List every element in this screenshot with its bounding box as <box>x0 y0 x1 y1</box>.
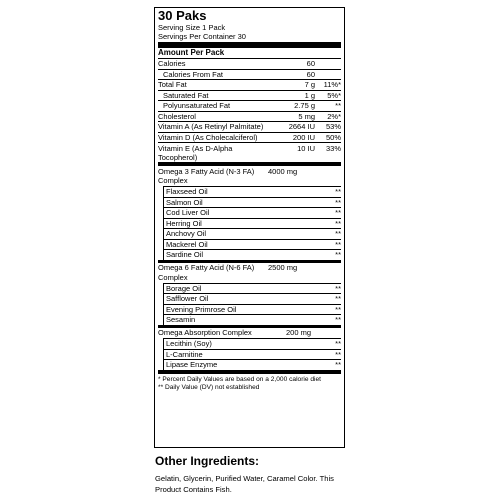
blend-name: Omega Absorption Complex <box>158 328 252 337</box>
blend-section <box>158 166 341 261</box>
blend-amount: 200 mg <box>286 328 312 337</box>
nutrient-name: Calories <box>158 59 186 69</box>
ingredient-name: L-Carnitine <box>163 350 321 360</box>
ingredient-daily-value: ** <box>335 283 341 293</box>
nutrient-amount: 10 IU <box>297 143 315 153</box>
blend-ingredient <box>163 228 341 239</box>
ingredient-daily-value: ** <box>335 304 341 314</box>
blend-ingredient <box>163 249 341 260</box>
nutrient-name: Cholesterol <box>158 111 196 121</box>
nutrient-daily-value: 33% <box>325 143 341 153</box>
other-ingredients-text: Gelatin, Glycerin, Purified Water, Caramel Color. This Product Contains Fish. <box>155 474 334 494</box>
nutrient-amount: 60 <box>306 59 315 69</box>
blend-ingredient <box>163 293 341 304</box>
blend-amount: 4000 mg <box>268 166 298 176</box>
nutrient-row <box>158 59 341 70</box>
section-divider <box>158 371 341 374</box>
blend-name: Omega 3 Fatty Acid (N-3 FA) Complex <box>158 166 255 185</box>
ingredient-daily-value: ** <box>335 239 341 249</box>
ingredient-daily-value: ** <box>335 250 341 260</box>
blend-ingredient <box>163 359 341 370</box>
ingredient-name: Cod Liver Oil <box>163 208 321 218</box>
nutrient-name: Total Fat <box>158 80 187 90</box>
ingredient-name: Borage Oil <box>163 284 321 294</box>
nutrient-name: Calories From Fat <box>163 69 224 79</box>
nutrient-name: Vitamin E (As D-Alpha Tocopherol) <box>158 143 233 162</box>
nutrient-row <box>158 133 341 144</box>
blend-ingredient <box>163 283 341 294</box>
nutrient-name: Vitamin A (As Retinyl Palmitate) <box>158 122 264 132</box>
nutrient-row <box>158 91 341 102</box>
footnote-dv: * Percent Daily Values are based on a 2,000 calorie diet <box>158 375 321 383</box>
ingredient-name: Safflower Oil <box>163 294 321 304</box>
nutrient-daily-value: ** <box>335 101 341 111</box>
blend-ingredient <box>163 314 341 325</box>
servings-per-container: Servings Per Container 30 <box>158 32 246 41</box>
panel-title: 30 Paks <box>158 8 207 23</box>
ingredient-name: Sardine Oil <box>163 250 321 260</box>
blend-header <box>158 166 341 186</box>
amount-per-header: Amount Per Pack <box>158 48 341 59</box>
ingredient-name: Salmon Oil <box>163 198 321 208</box>
nutrient-amount: 60 <box>306 69 315 79</box>
nutrient-row <box>158 101 341 112</box>
nutrient-amount: 2.75 g <box>294 101 315 111</box>
blend-ingredient <box>163 304 341 315</box>
nutrient-amount: 5 mg <box>298 111 315 121</box>
ingredient-name: Lecithin (Soy) <box>163 339 321 349</box>
ingredient-name: Herring Oil <box>163 219 321 229</box>
nutrient-rows <box>158 59 341 166</box>
ingredient-name: Lipase Enzyme <box>163 360 321 370</box>
nutrient-daily-value: 50% <box>325 132 341 142</box>
blend-ingredient <box>163 197 341 208</box>
nutrient-amount: 1 g <box>304 90 315 100</box>
nutrient-row <box>158 70 341 81</box>
ingredient-daily-value: ** <box>335 208 341 218</box>
ingredient-name: Flaxseed Oil <box>163 187 321 197</box>
ingredient-name: Sesamin <box>163 315 321 325</box>
nutrient-amount: 200 IU <box>292 132 315 142</box>
nutrient-name: Saturated Fat <box>163 90 209 100</box>
ingredient-name: Evening Primrose Oil <box>163 305 321 315</box>
supplement-facts-panel <box>154 7 345 448</box>
ingredient-daily-value: ** <box>335 349 341 359</box>
nutrient-amount: 7 g <box>304 80 315 90</box>
nutrient-name: Vitamin D (As Cholecalciferol) <box>158 132 258 142</box>
nutrient-name: Polyunsaturated Fat <box>163 101 231 111</box>
nutrient-row <box>158 112 341 123</box>
blend-header <box>158 328 341 339</box>
blend-ingredient <box>163 207 341 218</box>
blend-section <box>158 263 341 326</box>
blend-sections <box>158 166 341 374</box>
other-ingredients-title: Other Ingredients: <box>155 454 260 468</box>
nutrient-row <box>158 122 341 133</box>
serving-size: Serving Size 1 Pack <box>158 23 226 32</box>
nutrient-daily-value: 11%* <box>323 80 341 90</box>
ingredient-name: Anchovy Oil <box>163 229 321 239</box>
nutrient-daily-value: 53% <box>325 122 341 132</box>
ingredient-daily-value: ** <box>335 294 341 304</box>
blend-ingredient <box>163 218 341 229</box>
nutrient-daily-value: 2%* <box>327 111 341 121</box>
footnote-not-established: ** Daily Value (DV) not established <box>158 383 260 391</box>
ingredient-daily-value: ** <box>335 197 341 207</box>
ingredient-daily-value: ** <box>335 187 341 197</box>
blend-ingredient <box>163 349 341 360</box>
blend-amount: 2500 mg <box>268 263 298 272</box>
ingredient-daily-value: ** <box>335 218 341 228</box>
blend-ingredient <box>163 239 341 250</box>
nutrient-row <box>158 80 341 91</box>
ingredient-daily-value: ** <box>335 360 341 370</box>
nutrient-row <box>158 143 341 163</box>
blend-ingredient <box>163 186 341 197</box>
blend-header <box>158 263 341 283</box>
ingredient-name: Mackerel Oil <box>163 240 321 250</box>
nutrient-daily-value: 5%* <box>327 90 341 100</box>
blend-name: Omega 6 Fatty Acid (N-6 FA) Complex <box>158 263 255 282</box>
blend-section <box>158 328 341 371</box>
nutrient-amount: 2664 IU <box>288 122 315 132</box>
ingredient-daily-value: ** <box>335 229 341 239</box>
blend-ingredient <box>163 338 341 349</box>
ingredient-daily-value: ** <box>335 339 341 349</box>
ingredient-daily-value: ** <box>335 315 341 325</box>
